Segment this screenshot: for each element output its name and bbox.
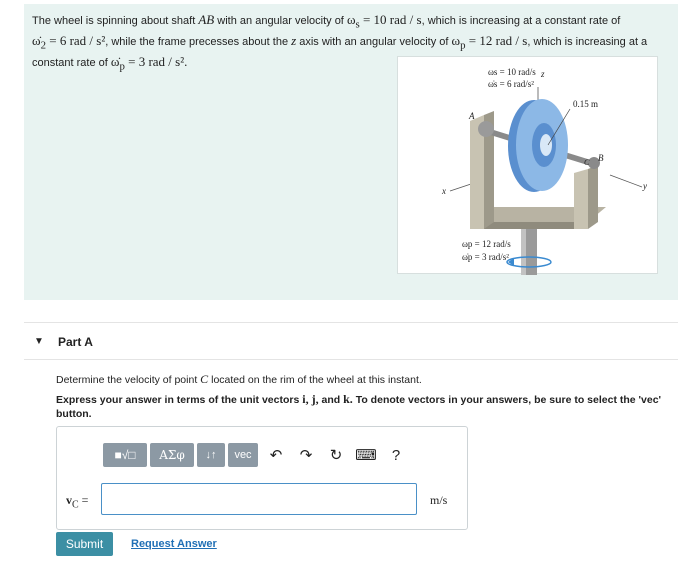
arrows-button[interactable]: ↓↑	[197, 443, 225, 467]
wpdot-label: ω̇p = 3 rad/s²	[462, 252, 509, 262]
part-a-title: Part A	[58, 335, 93, 349]
radius-label: 0.15 m	[573, 99, 599, 109]
question-text	[56, 372, 676, 421]
math-toolbar	[103, 443, 411, 467]
right-upright	[574, 169, 588, 229]
z-label: z	[541, 69, 545, 79]
problem-panel	[24, 4, 678, 300]
bearing-a	[478, 121, 494, 137]
wheel-frame-figure	[397, 56, 658, 274]
wsdot-label: ω̇s = 6 rad/s²	[488, 79, 534, 89]
templates-button[interactable]: ■√□	[103, 443, 147, 467]
ws-label: ωs = 10 rad/s	[488, 67, 536, 77]
undo-icon[interactable]: ↶	[269, 447, 283, 464]
answer-label: $v_C$ =	[66, 493, 89, 511]
symbols-button[interactable]: ΑΣφ	[150, 443, 194, 467]
y-label: y	[643, 181, 647, 191]
point-b-label: B	[598, 153, 604, 163]
keyboard-icon[interactable]: ⌨	[355, 447, 377, 464]
wp-label: ωp = 12 rad/s	[462, 239, 511, 249]
figure-illustration	[398, 57, 659, 275]
question-prompt: Determine the velocity of point C located on the rim of the wheel at this instant.	[56, 372, 422, 386]
vec-button[interactable]: vec	[228, 443, 258, 467]
answer-panel	[56, 426, 468, 530]
request-answer-link[interactable]: Request Answer	[131, 538, 217, 550]
x-label: x	[442, 186, 446, 196]
velocity-answer-input[interactable]	[101, 483, 417, 515]
y-axis-line	[610, 175, 642, 187]
point-a-label: A	[469, 111, 475, 121]
collapse-caret-icon[interactable]: ▼	[34, 336, 44, 347]
answer-instructions: Express your answer in terms of the unit vectors i, j, and k. To denote vectors in your answers, be sure to select the 'vec' button.	[56, 392, 662, 420]
answer-unit: m/s	[430, 493, 448, 507]
part-a-header[interactable]	[24, 322, 678, 360]
point-c-label: C	[584, 158, 590, 167]
problem-statement: The wheel is spinning about shaft AB with an angular velocity of $\omega_s = 10$ rad / s, which is increasing at a constant rate of $\omegȧ_2 = 6$ rad / s², while the frame precesses about the z axis with an angular velocity of $\omega_p = 12$ rad / s, which is increasing at a constant rate of $\omegȧ_p = 3$ rad / s².	[32, 12, 648, 73]
reset-icon[interactable]: ↻	[329, 447, 343, 464]
redo-icon[interactable]: ↷	[299, 447, 313, 464]
help-icon[interactable]: ?	[391, 446, 401, 464]
submit-button[interactable]: Submit	[56, 532, 113, 556]
